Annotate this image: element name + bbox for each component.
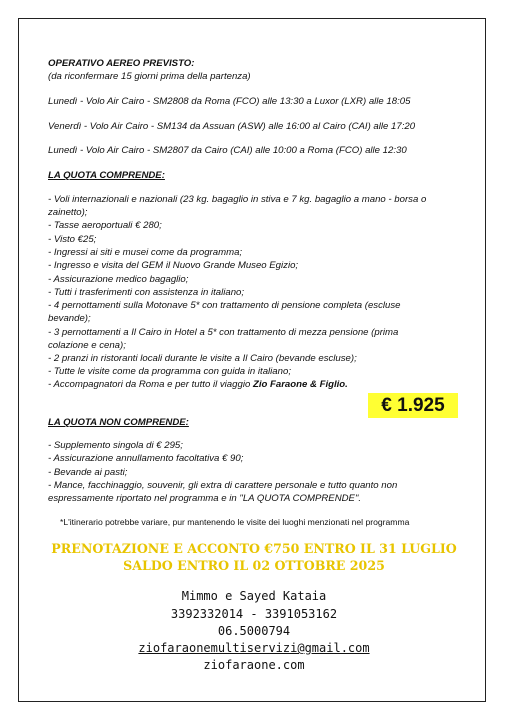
contact-phones: 3392332014 - 3391053162 bbox=[170, 607, 338, 621]
includes-line: zainetto); bbox=[48, 207, 88, 218]
includes-line: - Assicurazione medico bagaglio; bbox=[48, 274, 189, 285]
excludes-line: espressamente riportato nel programma e in "LA QUOTA COMPRENDE". bbox=[48, 493, 362, 504]
balance-due-notice: SALDO ENTRO IL 02 OTTOBRE 2025 bbox=[123, 558, 385, 573]
excludes-title: LA QUOTA NON COMPRENDE: bbox=[48, 417, 189, 428]
includes-line: bevande); bbox=[48, 313, 91, 324]
price-badge: € 1.925 bbox=[368, 393, 458, 418]
contact-names: Mimmo e Sayed Kataia bbox=[181, 589, 327, 603]
flight-leg-3: Lunedì - Volo Air Cairo - SM2807 da Cairo (CAI) alle 10:00 a Roma (FCO) alle 12:30 bbox=[48, 145, 407, 156]
includes-line: - Ingressi ai siti e musei come da programma; bbox=[48, 247, 243, 258]
flight-leg-1: Lunedì - Volo Air Cairo - SM2808 da Roma (FCO) alle 13:30 a Luxor (LXR) alle 18:05 bbox=[48, 96, 411, 107]
includes-line-guides bbox=[48, 379, 348, 390]
includes-line: - Tasse aeroportuali € 280; bbox=[48, 220, 162, 231]
includes-line: colazione e cena); bbox=[48, 340, 126, 351]
includes-line: - Visto €25; bbox=[48, 234, 97, 245]
excludes-line: - Bevande ai pasti; bbox=[48, 467, 128, 478]
agency-name: Zio Faraone & Figlio. bbox=[252, 379, 348, 390]
includes-line: - 4 pernottamenti sulla Motonave 5* con trattamento di pensione completa (escluse bbox=[48, 300, 401, 311]
includes-line: - Tutte le visite come da programma con guida in italiano; bbox=[48, 366, 291, 377]
website-link[interactable]: ziofaraone.com bbox=[203, 658, 305, 672]
contact-email-link[interactable]: ziofaraonemultiservizi@gmail.com bbox=[138, 641, 370, 655]
includes-guides-text: - Accompagnatori da Roma e per tutto il viaggio bbox=[48, 379, 253, 390]
excludes-line: - Assicurazione annullamento facoltativa € 90; bbox=[48, 453, 244, 464]
excludes-line: - Supplemento singola di € 295; bbox=[48, 440, 183, 451]
includes-line: - Voli internazionali e nazionali (23 kg. bagaglio in stiva e 7 kg. bagaglio a mano - borsa o bbox=[48, 194, 427, 205]
includes-line: - 2 pranzi in ristoranti locali durante le visite a Il Cairo (bevande escluse); bbox=[48, 353, 357, 364]
contact-landline: 06.5000794 bbox=[217, 624, 291, 638]
flight-schedule-title: OPERATIVO AEREO PREVISTO: bbox=[48, 58, 195, 69]
includes-line: - Tutti i trasferimenti con assistenza in italiano; bbox=[48, 287, 245, 298]
booking-deposit-notice: PRENOTAZIONE E ACCONTO €750 ENTRO IL 31 LUGLIO bbox=[51, 541, 457, 556]
includes-title: LA QUOTA COMPRENDE: bbox=[48, 170, 165, 181]
includes-line: - Ingresso e visita del GEM il Nuovo Grande Museo Egizio; bbox=[48, 260, 299, 271]
includes-line: - 3 pernottamenti a Il Cairo in Hotel a 5* con trattamento di mezza pensione (prima bbox=[48, 327, 399, 338]
flight-leg-2: Venerdì - Volo Air Cairo - SM134 da Assuan (ASW) alle 16:00 al Cairo (CAI) alle 17:20 bbox=[48, 121, 416, 132]
flight-schedule-subtitle: (da riconfermare 15 giorni prima della partenza) bbox=[48, 71, 251, 82]
itinerary-note: *L'itinerario potrebbe variare, pur mantenendo le visite dei luoghi menzionati nel programma bbox=[60, 517, 410, 527]
excludes-line: - Mance, facchinaggio, souvenir, gli extra di carattere personale e tutto quanto non bbox=[48, 480, 398, 491]
